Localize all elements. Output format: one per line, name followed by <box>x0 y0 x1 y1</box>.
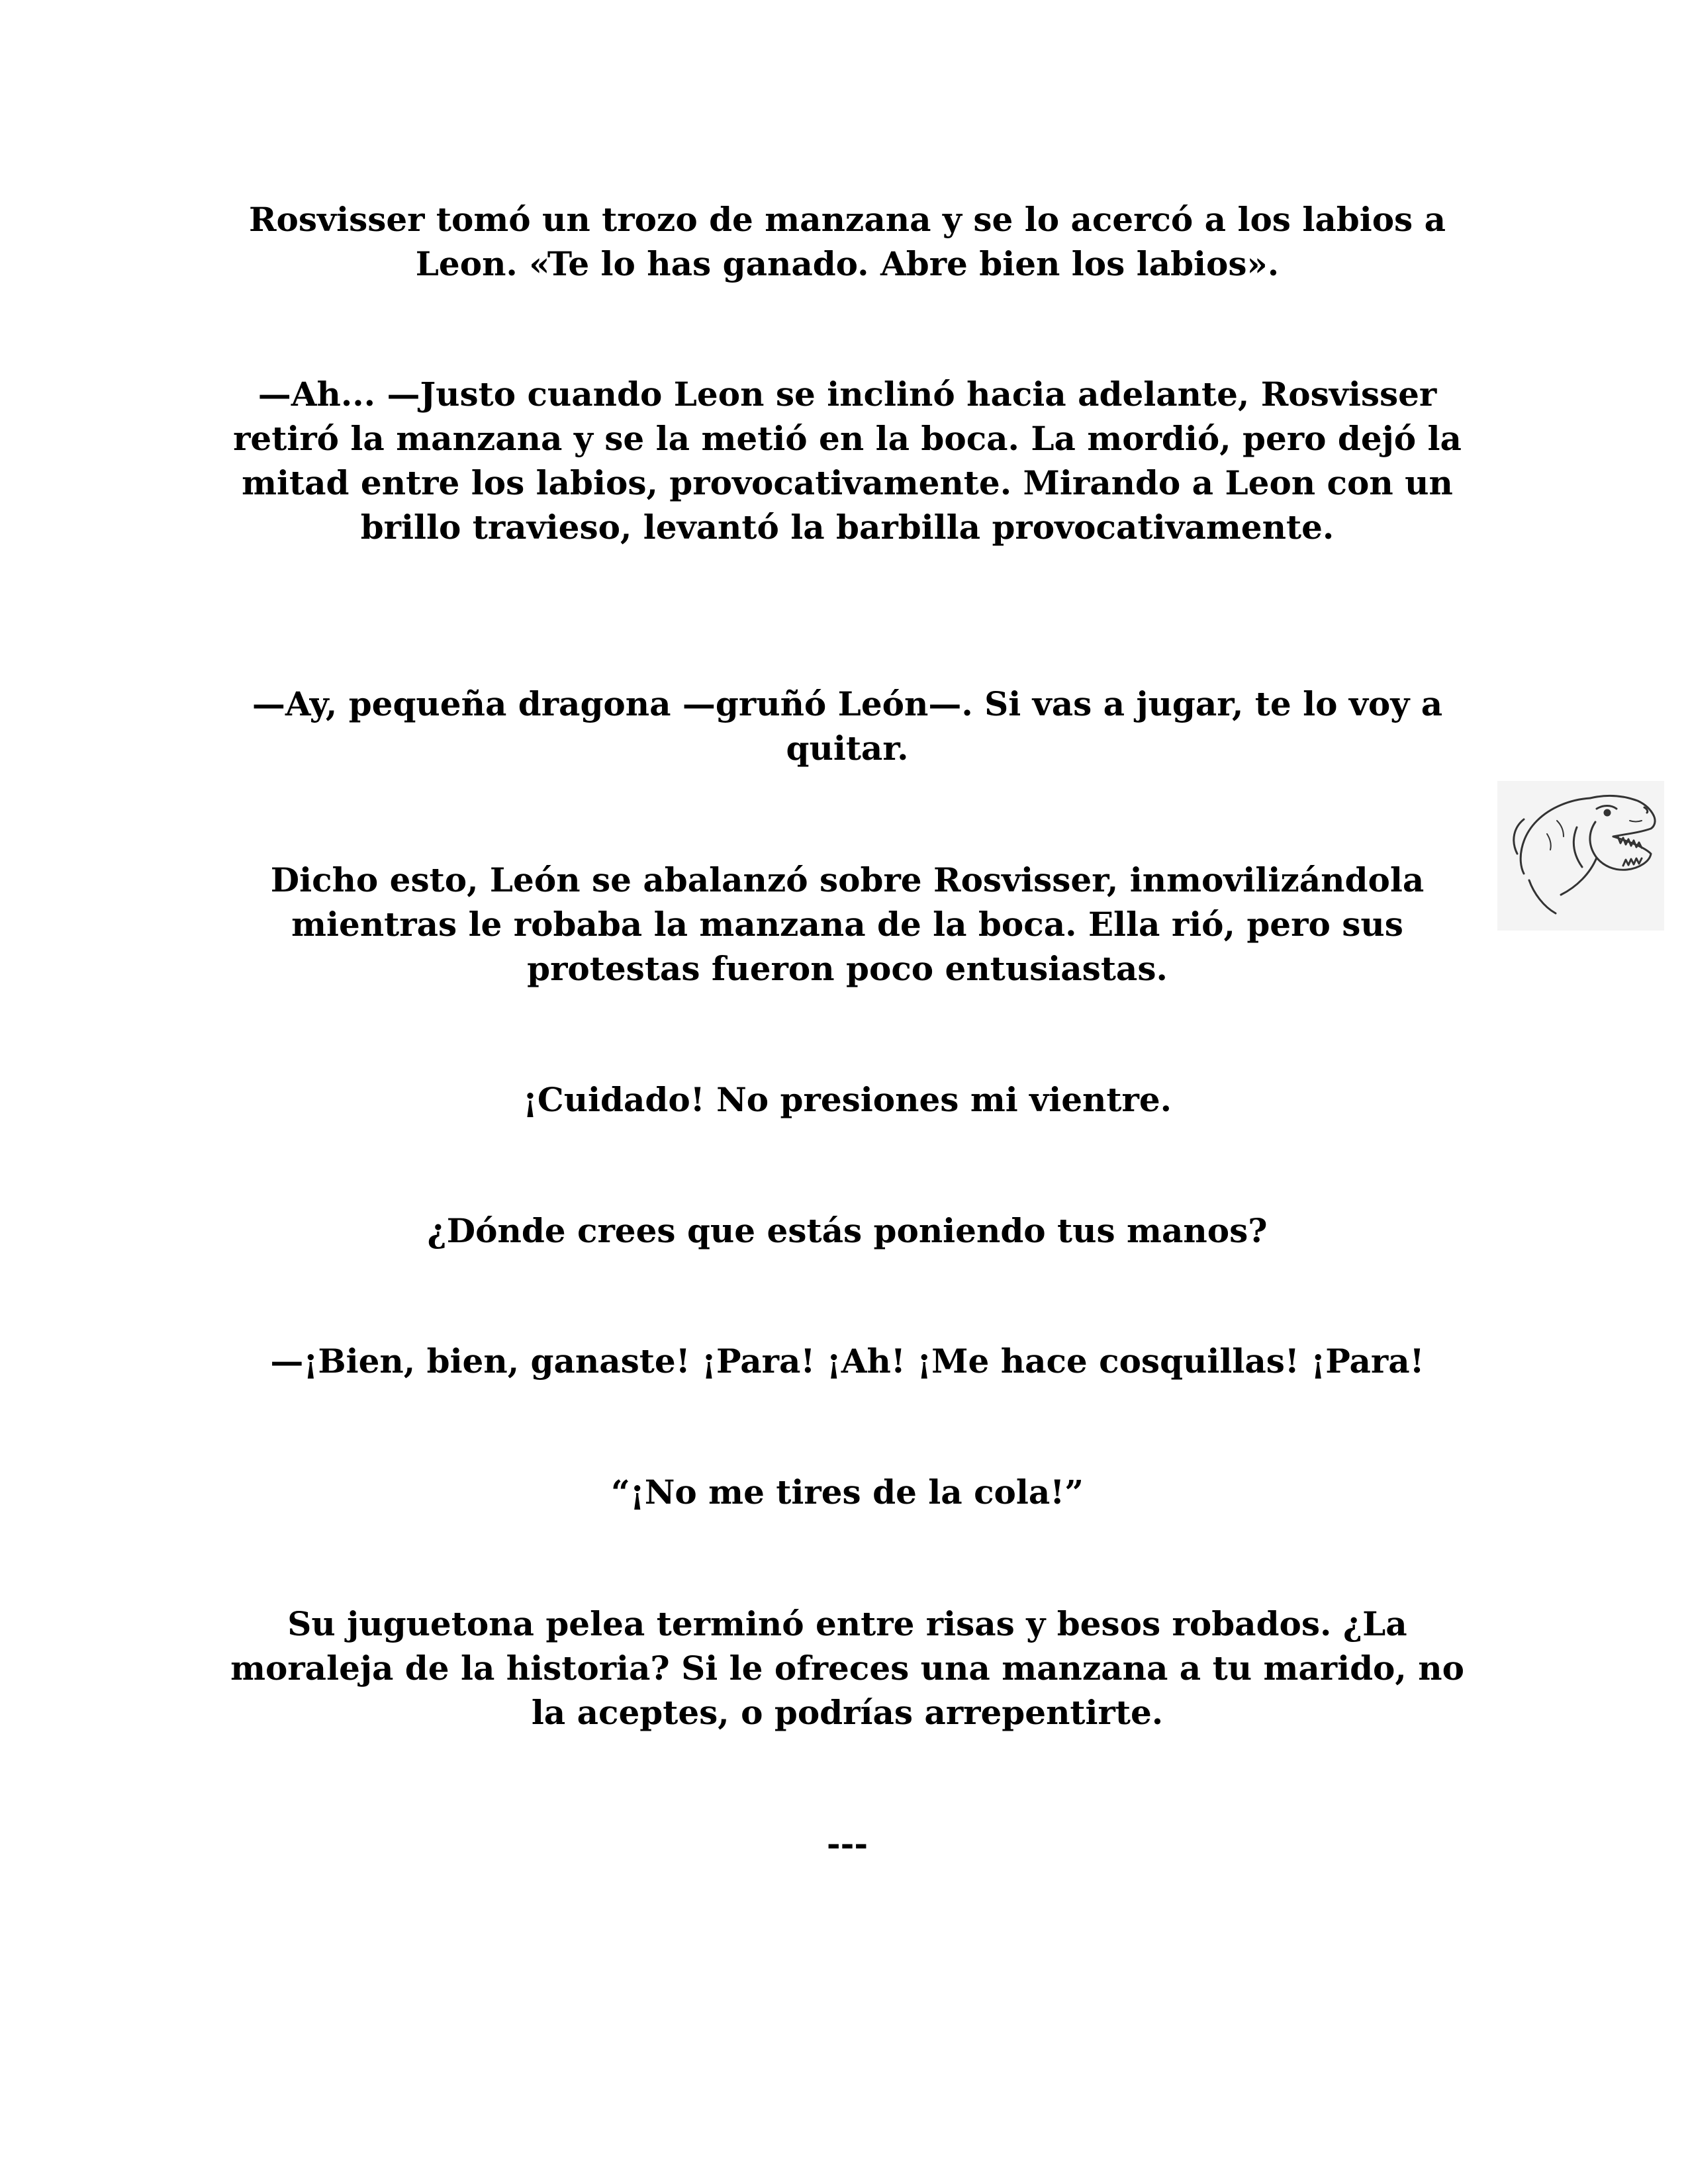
paragraph-3: —Ay, pequeña dragona —gruñó León—. Si vas a jugar, te lo voy a quitar. <box>252 684 1443 768</box>
paragraph-5: ¡Cuidado! No presiones mi vientre. <box>522 1080 1172 1119</box>
paragraph-9: Su juguetona pelea terminó entre risas y besos robados. ¿La moraleja de la historia? Si le ofreces una manzana a tu marido, no la aceptes, o podrías arrepentirte. <box>230 1604 1464 1732</box>
paragraph-6: ¿Dónde crees que estás poniendo tus manos? <box>427 1211 1268 1250</box>
section-separator: --- <box>826 1824 868 1863</box>
paragraph-7: —¡Bien, bien, ganaste! ¡Para! ¡Ah! ¡Me hace cosquillas! ¡Para! <box>270 1342 1425 1381</box>
paragraph-8: “¡No me tires de la cola!” <box>611 1473 1084 1512</box>
paragraph-4: Dicho esto, León se abalanzó sobre Rosvisser, inmovilizándola mientras le robaba la manzana de la boca. Ella rió, pero sus protestas fueron poco entusiastas. <box>270 860 1425 988</box>
dinosaur-head-sketch-icon <box>1497 781 1664 931</box>
paragraph-1: Rosvisser tomó un trozo de manzana y se lo acercó a los labios a Leon. «Te lo has ganado. Abre bien los labios». <box>248 200 1446 283</box>
paragraph-2: —Ah... —Justo cuando Leon se inclinó hacia adelante, Rosvisser retiró la manzana y se la metió en la boca. La mordió, pero dejó la mitad entre los labios, provocativamente. Mirando a Leon con un brillo travieso, levantó la barbilla provocativamente. <box>233 375 1462 547</box>
